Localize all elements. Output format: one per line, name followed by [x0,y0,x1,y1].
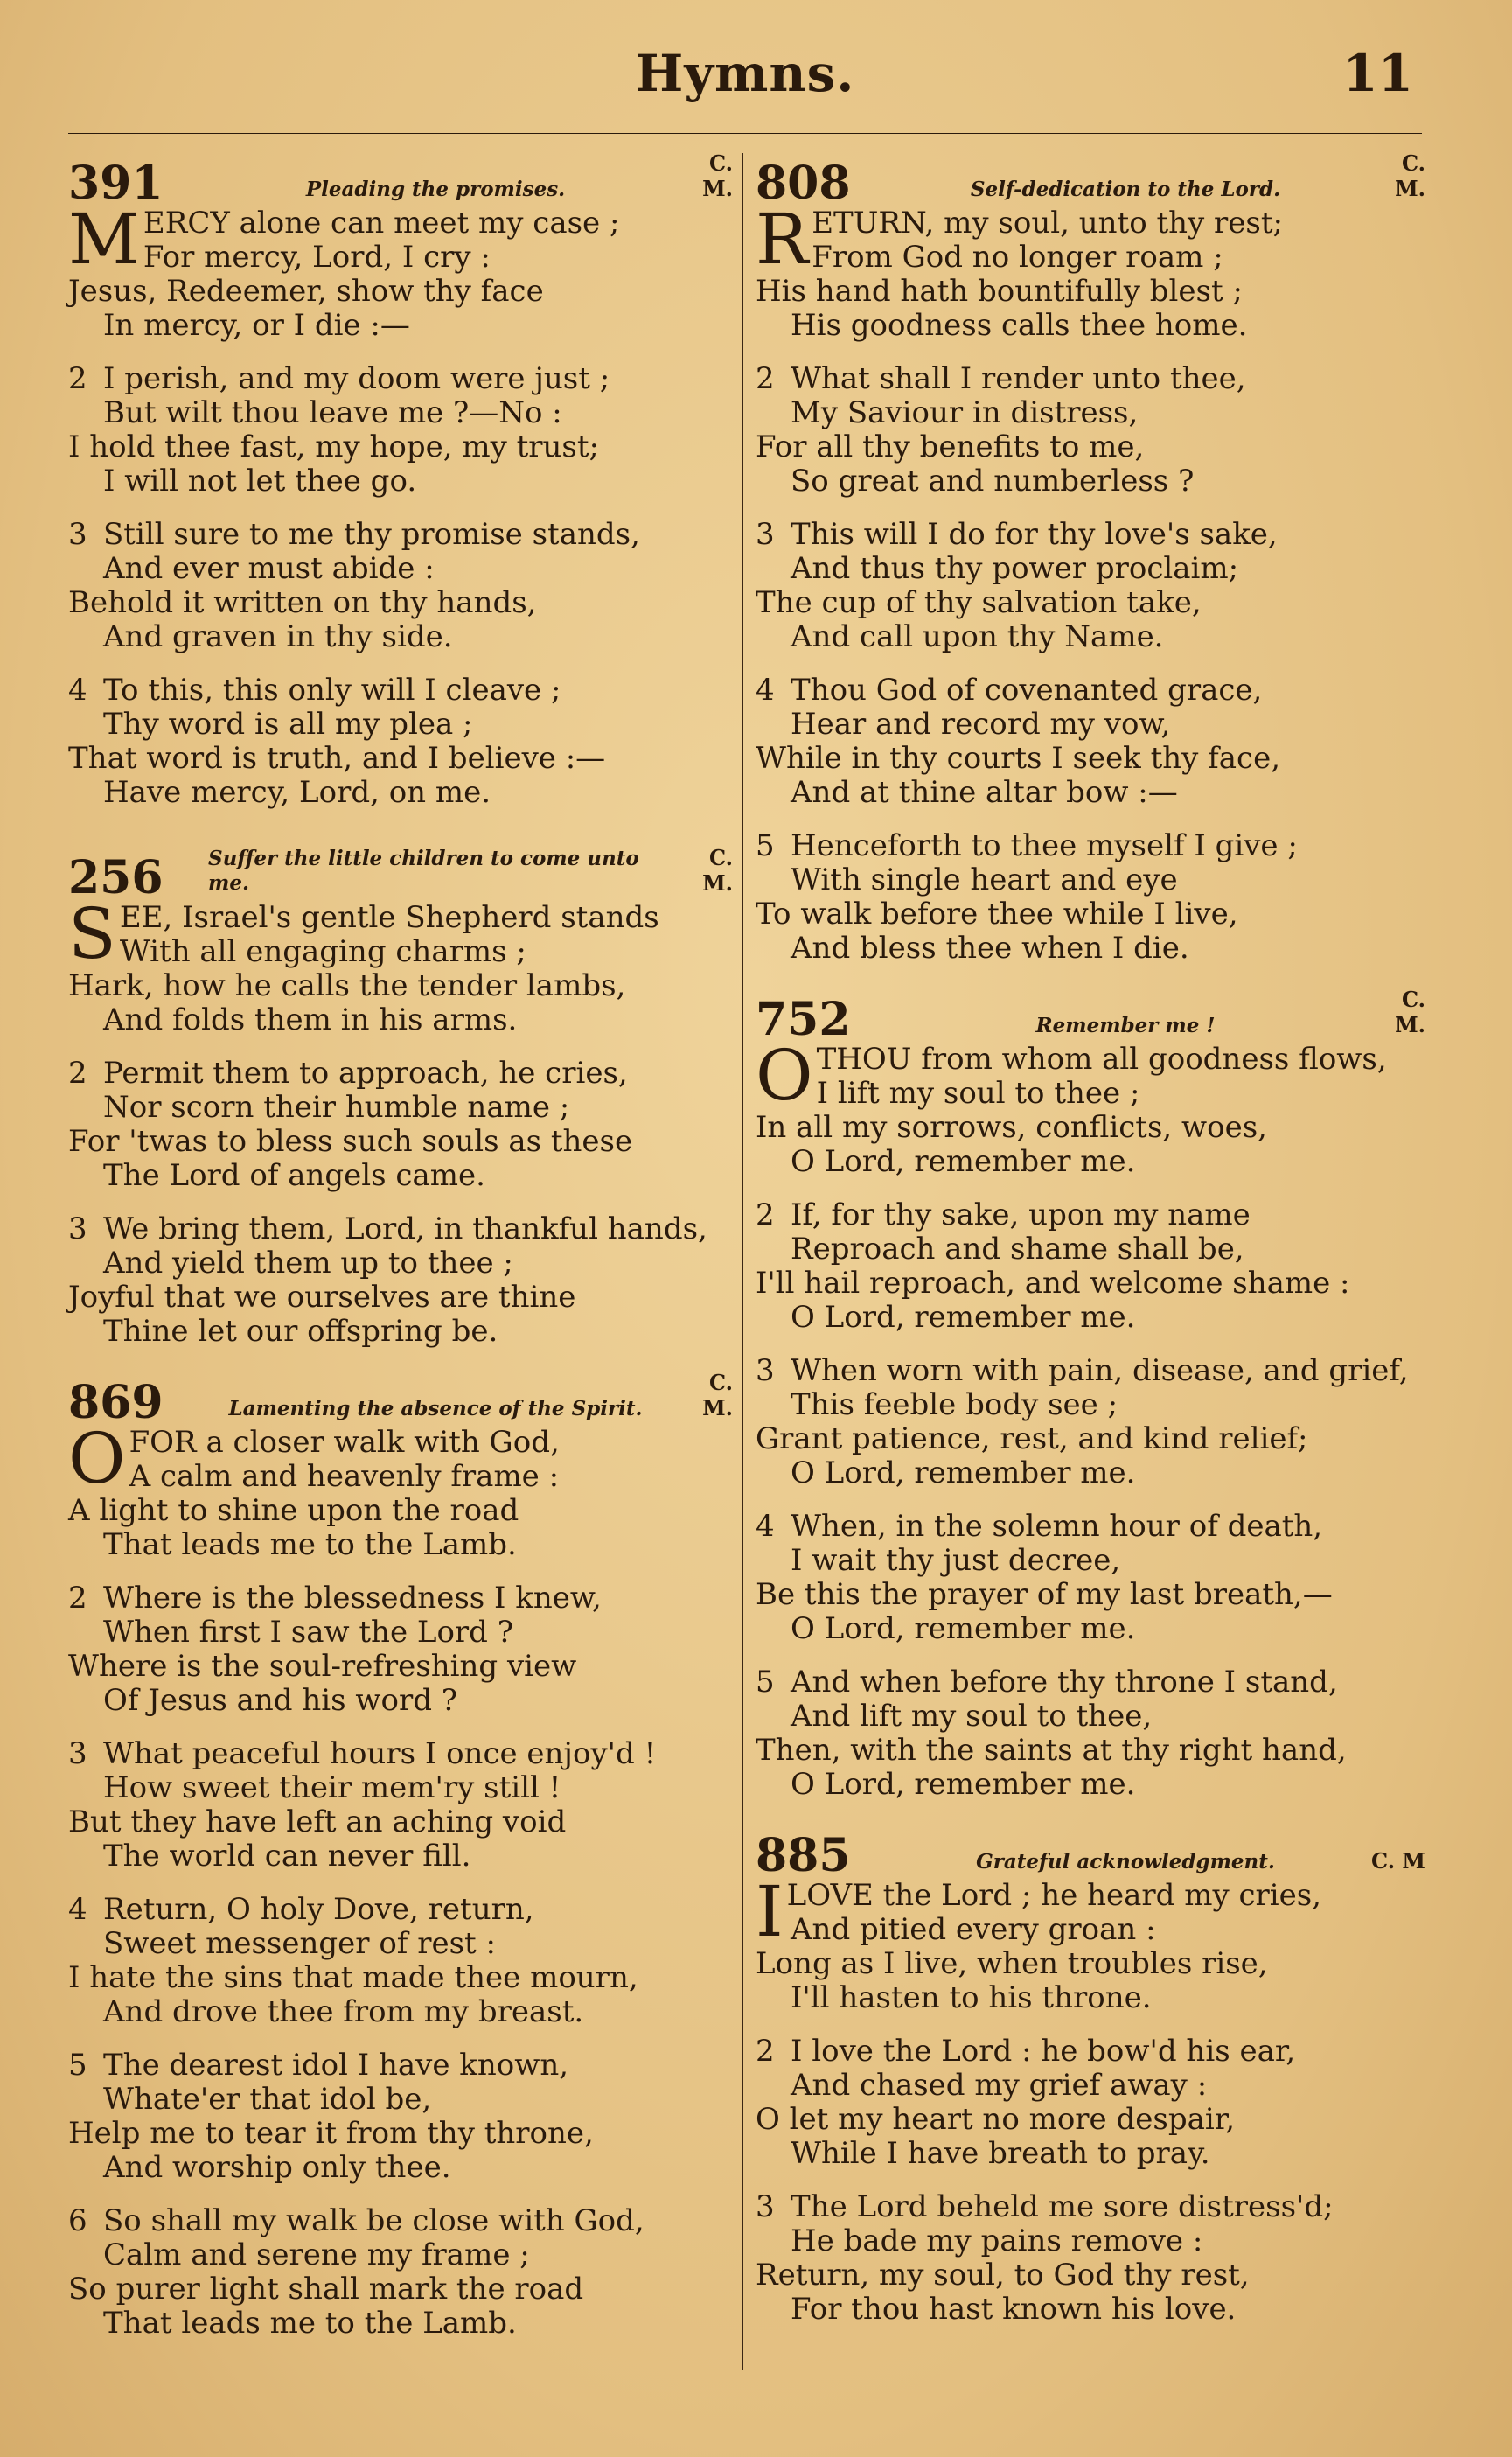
verse-line [756,1422,1425,1456]
verse-text: Behold it written on thy hands, [68,585,537,620]
stanza-number: 3 [756,1353,775,1388]
verse-line [756,206,1425,241]
verse-text: To walk before thee while I live, [756,897,1238,932]
verse-text: Joyful that we ourselves are thine [68,1280,576,1315]
verse-text: That word is truth, and I believe :— [68,741,606,776]
verse-line [756,2069,1425,2103]
verse-line [68,1091,733,1125]
verse-line [68,464,733,499]
verse-line [68,1281,733,1315]
verse-text: To this, this only will I cleave ; [103,673,561,708]
verse-line [756,2035,1425,2069]
verse-line [68,969,733,1003]
verse-line [68,1805,733,1839]
verse-text: His goodness calls thee home. [791,308,1248,343]
verse-line [68,1616,733,1650]
verse-text: O Lord, remember me. [791,1611,1136,1646]
page-title: Hymns. [635,44,855,103]
verse-line [756,309,1425,343]
verse-text: If, for thy sake, upon my name [791,1197,1251,1232]
stanza [756,1510,1425,1646]
column-divider [742,153,743,2370]
verse-line [756,1111,1425,1145]
verse-text: LOVE the Lord ; he heard my cries, [786,1878,1322,1913]
stanza [68,674,733,810]
hymn-number: 808 [756,157,851,210]
stanza [68,2049,733,2185]
verse-line [756,742,1425,776]
verse-text: From God no longer roam ; [812,240,1223,275]
verse-line [756,1043,1425,1077]
verse-line [68,1460,733,1494]
verse-line [68,1212,733,1246]
hymn-number: 869 [68,1376,164,1429]
verse-line [756,2103,1425,2137]
verse-line [756,620,1425,654]
verse-text: Then, with the saints at thy right hand, [756,1733,1347,1768]
stanza-number: 4 [68,673,87,708]
verse-line [756,275,1425,309]
verse-text: I wait thy just decree, [791,1543,1121,1578]
verse-text: He bade my pains remove : [791,2223,1203,2258]
verse-text: Thou God of covenanted grace, [791,673,1263,708]
drop-capital: R [756,199,809,280]
stanza [756,674,1425,810]
stanza [68,893,733,1037]
verse-text: Thine let our offspring be. [103,1314,498,1349]
verse-text: And worship only thee. [103,2150,451,2185]
verse-text: For thou hast known his love. [791,2292,1237,2327]
verse-line [68,2238,733,2272]
stanza [756,362,1425,499]
drop-capital: O [68,1418,126,1499]
verse-line [68,1003,733,1037]
running-head [68,44,1422,131]
stanza [756,1035,1425,1179]
verse-text: I hold thee fast, my hope, my trust; [68,429,600,464]
verse-line [756,464,1425,499]
stanza [68,1212,733,1349]
verse-line [68,2307,733,2341]
stanza [756,1198,1425,1335]
verse-line [756,1913,1425,1947]
verse-text: In all my sorrows, conflicts, woes, [756,1110,1267,1145]
verse-line [68,1927,733,1961]
verse-line [68,1581,733,1616]
hymn-meter: C. M [1371,1848,1425,1874]
hymn-heading [68,150,733,210]
verse-line [756,1456,1425,1490]
hymn-title: Suffer the little children to come unto me. [208,847,639,895]
verse-line [756,1947,1425,1981]
verse-text: The world can never fill. [103,1839,471,1874]
stanza-number: 3 [68,517,87,552]
verse-line [756,1232,1425,1267]
verse-text: For 'twas to bless such souls as these [68,1124,633,1159]
stanza [68,362,733,499]
verse-line [756,2137,1425,2171]
verse-text: For all thy benefits to me, [756,429,1145,464]
stanza-number: 4 [68,1892,87,1927]
stanza [756,199,1425,343]
right-column [756,150,1425,2355]
stanza-number: 5 [68,2048,87,2083]
verse-line [756,1700,1425,1734]
verse-line [756,674,1425,708]
stanza-number: 2 [756,1197,775,1232]
stanza-number: 4 [756,673,775,708]
verse-text: And thus thy power proclaim; [791,551,1239,586]
stanza [756,2035,1425,2171]
verse-line [68,1961,733,1995]
verse-text: Long as I live, when troubles rise, [756,1946,1268,1981]
verse-line [756,1544,1425,1578]
verse-text: That leads me to the Lamb. [103,1527,517,1562]
verse-text: Have mercy, Lord, on me. [103,775,491,810]
verse-text: While I have breath to pray. [791,2136,1210,2171]
verse-line [68,309,733,343]
stanza [68,1893,733,2029]
hymn-meter: C. M. [702,845,733,896]
verse-line [68,1995,733,2029]
verse-line [68,901,733,935]
hymn-title: Pleading the promises. [305,178,566,201]
verse-line [756,708,1425,742]
hymn-title: Lamenting the absence of the Spirit. [228,1397,643,1420]
verse-text: I love the Lord : he bow'd his ear, [791,2034,1296,2069]
verse-text: Sweet messenger of rest : [103,1926,496,1961]
verse-text: Return, my soul, to God thy rest, [756,2258,1250,2293]
verse-text: Permit them to approach, he cries, [103,1056,628,1091]
page-number: 11 [1342,44,1413,103]
verse-line [756,1981,1425,2015]
hymn-meter: C. M. [702,150,733,201]
verse-line [68,2083,733,2117]
drop-capital: O [756,1035,813,1116]
stanza-number: 5 [756,828,775,863]
verse-line [756,863,1425,897]
stanza [68,199,733,343]
verse-line [756,2258,1425,2293]
verse-text: We bring them, Lord, in thankful hands, [103,1211,707,1246]
verse-text: Where is the blessedness I knew, [103,1581,602,1616]
verse-text: His hand hath bountifully blest ; [756,274,1243,309]
hymn-heading [756,1829,1425,1882]
verse-line [756,1077,1425,1111]
verse-line [756,1734,1425,1768]
left-column [68,150,733,2369]
verse-line [756,430,1425,464]
hymn-heading [68,838,733,904]
verse-line [68,1839,733,1874]
verse-line [68,206,733,241]
stanza-number: 2 [68,1581,87,1616]
verse-line [68,1426,733,1460]
verse-text: And pitied every groan : [791,1912,1156,1947]
verse-text: Calm and serene my frame ; [103,2237,530,2272]
drop-capital: M [68,199,140,280]
verse-text: So shall my walk be close with God, [103,2203,645,2238]
verse-text: I'll hail reproach, and welcome shame : [756,1266,1350,1301]
verse-line [68,2117,733,2151]
verse-text: A calm and heavenly frame : [129,1459,560,1494]
verse-text: O Lord, remember me. [791,1767,1136,1802]
verse-text: A light to shine upon the road [68,1493,519,1528]
verse-text: When, in the solemn hour of death, [791,1509,1323,1544]
hymn-391 [68,150,733,810]
verse-line [68,2151,733,2185]
verse-text: When first I saw the Lord ? [103,1615,513,1650]
verse-line [756,1768,1425,1802]
stanza-number: 3 [68,1211,87,1246]
verse-line [68,1246,733,1281]
verse-text: So great and numberless ? [791,464,1195,499]
verse-text: This will I do for thy love's sake, [791,517,1278,552]
verse-text: Grant patience, rest, and kind relief; [756,1421,1308,1456]
verse-line [68,275,733,309]
hymn-869 [68,1370,733,2341]
verse-line [756,829,1425,863]
verse-line [756,396,1425,430]
verse-text: O Lord, remember me. [791,1300,1136,1335]
stanza-number: 4 [756,1509,775,1544]
stanza-number: 2 [756,361,775,396]
hymn-256 [68,838,733,1349]
verse-line [68,742,733,776]
verse-text: Hear and record my vow, [791,707,1171,742]
verse-line [68,776,733,810]
drop-capital: S [68,893,116,974]
verse-text: For mercy, Lord, I cry : [143,240,491,275]
verse-line [756,1388,1425,1422]
verse-text: And call upon thy Name. [791,619,1164,654]
verse-text: Henceforth to thee myself I give ; [791,828,1298,863]
verse-line [68,1650,733,1684]
verse-text: Hark, how he calls the tender lambs, [68,968,626,1003]
stanza [756,2190,1425,2327]
stanza-number: 2 [68,1056,87,1091]
hymn-number: 391 [68,157,164,210]
verse-line [756,1665,1425,1700]
hymn-meter: C. M. [702,1370,733,1420]
verse-text: How sweet their mem'ry still ! [103,1770,561,1805]
verse-line [68,241,733,275]
verse-line [756,362,1425,396]
verse-line [756,586,1425,620]
stanza-number: 3 [756,517,775,552]
stanza [756,1665,1425,1802]
verse-text: THOU from whom all goodness flows, [816,1042,1387,1077]
verse-line [756,1354,1425,1388]
verse-text: ETURN, my soul, unto thy rest; [812,206,1283,241]
stanza [756,1871,1425,2015]
verse-line [756,776,1425,810]
stanza-number: 3 [68,1736,87,1771]
verse-text: I hate the sins that made thee mourn, [68,1960,638,1995]
verse-line [68,362,733,396]
stanza [68,1581,733,1718]
verse-line [756,897,1425,932]
verse-text: The cup of thy salvation take, [756,585,1202,620]
hymn-number: 885 [756,1829,851,1882]
verse-text: This feeble body see ; [791,1387,1118,1422]
stanza [68,1057,733,1193]
verse-text: The Lord beheld me sore distress'd; [791,2189,1334,2224]
verse-text: And folds them in his arms. [103,1002,518,1037]
verse-line [68,1159,733,1193]
verse-line [68,2272,733,2307]
hymn-885 [756,1830,1425,2327]
verse-line [68,1057,733,1091]
verse-line [68,518,733,552]
verse-line [756,1612,1425,1646]
stanza [68,1418,733,1562]
verse-text: The Lord of angels came. [103,1158,485,1193]
verse-line [756,1198,1425,1232]
hymn-meter: C. M. [1395,987,1425,1037]
verse-text: Still sure to me thy promise stands, [103,517,640,552]
verse-line [68,396,733,430]
verse-text: And yield them up to thee ; [103,1246,513,1281]
verse-text: What shall I render unto thee, [791,361,1246,396]
verse-text: And lift my soul to thee, [791,1699,1153,1734]
verse-text: O Lord, remember me. [791,1144,1136,1179]
verse-line [68,708,733,742]
hymn-808 [756,150,1425,966]
stanza [756,829,1425,966]
hymn-heading [756,987,1425,1046]
verse-line [68,674,733,708]
verse-text: I lift my soul to thee ; [816,1076,1140,1111]
verse-line [756,2224,1425,2258]
verse-text: Return, O holy Dove, return, [103,1892,534,1927]
verse-line [756,552,1425,586]
verse-line [68,1315,733,1349]
verse-text: When worn with pain, disease, and grief, [791,1353,1409,1388]
hymn-title: Remember me ! [1035,1014,1216,1037]
verse-text: And at thine altar bow :— [791,775,1178,810]
verse-text: And ever must abide : [103,551,435,586]
verse-text: Nor scorn their humble name ; [103,1090,570,1125]
verse-text: In mercy, or I die :— [103,308,410,343]
verse-line [68,552,733,586]
verse-text: EE, Israel's gentle Shepherd stands [119,900,659,935]
verse-line [68,1771,733,1805]
verse-text: That leads me to the Lamb. [103,2306,517,2341]
hymn-752 [756,987,1425,1802]
hymn-heading [756,150,1425,210]
verse-line [756,1510,1425,1544]
verse-text: ERCY alone can meet my case ; [143,206,620,241]
verse-text: I perish, and my doom were just ; [103,361,610,396]
verse-text: Be this the prayer of my last breath,— [756,1577,1333,1612]
verse-text: While in thy courts I seek thy face, [756,741,1280,776]
verse-text: And bless thee when I die. [791,931,1189,966]
hymn-number: 256 [68,851,164,904]
stanza [756,518,1425,654]
verse-line [756,241,1425,275]
verse-line [68,2204,733,2238]
verse-text: What peaceful hours I once enjoy'd ! [103,1736,657,1771]
verse-text: Jesus, Redeemer, show thy face [68,274,544,309]
verse-line [68,1125,733,1159]
stanza-number: 5 [756,1665,775,1700]
verse-text: I will not let thee go. [103,464,417,499]
verse-line [68,1737,733,1771]
drop-capital: I [756,1871,784,1952]
verse-line [756,1879,1425,1913]
verse-line [756,2190,1425,2224]
verse-text: My Saviour in distress, [791,395,1139,430]
hymn-meter: C. M. [1395,150,1425,201]
verse-line [68,2049,733,2083]
verse-line [756,1267,1425,1301]
verse-text: The dearest idol I have known, [103,2048,569,2083]
verse-text: So purer light shall mark the road [68,2272,584,2307]
hymn-title: Self-dedication to the Lord. [970,178,1281,201]
verse-text: With single heart and eye [791,862,1178,897]
stanza [756,1354,1425,1490]
verse-text: Where is the soul-refreshing view [68,1649,577,1684]
verse-text: O Lord, remember me. [791,1455,1136,1490]
verse-line [756,1578,1425,1612]
stanza [68,1737,733,1874]
stanza [68,518,733,654]
verse-text: And graven in thy side. [103,619,453,654]
verse-text: But they have left an aching void [68,1804,567,1839]
verse-text: Of Jesus and his word ? [103,1683,458,1718]
verse-text: Thy word is all my plea ; [103,707,473,742]
verse-line [68,586,733,620]
stanza-number: 6 [68,2203,87,2238]
verse-text: But wilt thou leave me ?—No : [103,395,562,430]
verse-text: With all engaging charms ; [119,934,526,969]
verse-line [756,1301,1425,1335]
header-rule [68,133,1422,136]
verse-text: And drove thee from my breast. [103,1994,584,2029]
verse-line [68,430,733,464]
stanza [68,2204,733,2341]
verse-line [68,1528,733,1562]
hymn-number: 752 [756,993,851,1046]
verse-text: And when before thy throne I stand, [791,1665,1338,1700]
verse-text: Reproach and shame shall be, [791,1232,1244,1267]
verse-line [68,935,733,969]
verse-line [68,1684,733,1718]
verse-line [68,620,733,654]
verse-line [756,932,1425,966]
hymn-title: Grateful acknowledgment. [976,1850,1275,1874]
verse-line [756,1145,1425,1179]
verse-line [756,518,1425,552]
stanza-number: 2 [68,361,87,396]
verse-line [756,2293,1425,2327]
verse-text: O let my heart no more despair, [756,2102,1236,2137]
verse-text: And chased my grief away : [791,2068,1208,2103]
verse-line [68,1893,733,1927]
hymn-heading [68,1370,733,1429]
verse-text: FOR a closer walk with God, [129,1425,560,1460]
verse-text: Whate'er that idol be, [103,2082,432,2117]
stanza-number: 3 [756,2189,775,2224]
verse-text: I'll hasten to his throne. [791,1980,1152,2015]
verse-line [68,1494,733,1528]
verse-text: Help me to tear it from thy throne, [68,2116,594,2151]
stanza-number: 2 [756,2034,775,2069]
